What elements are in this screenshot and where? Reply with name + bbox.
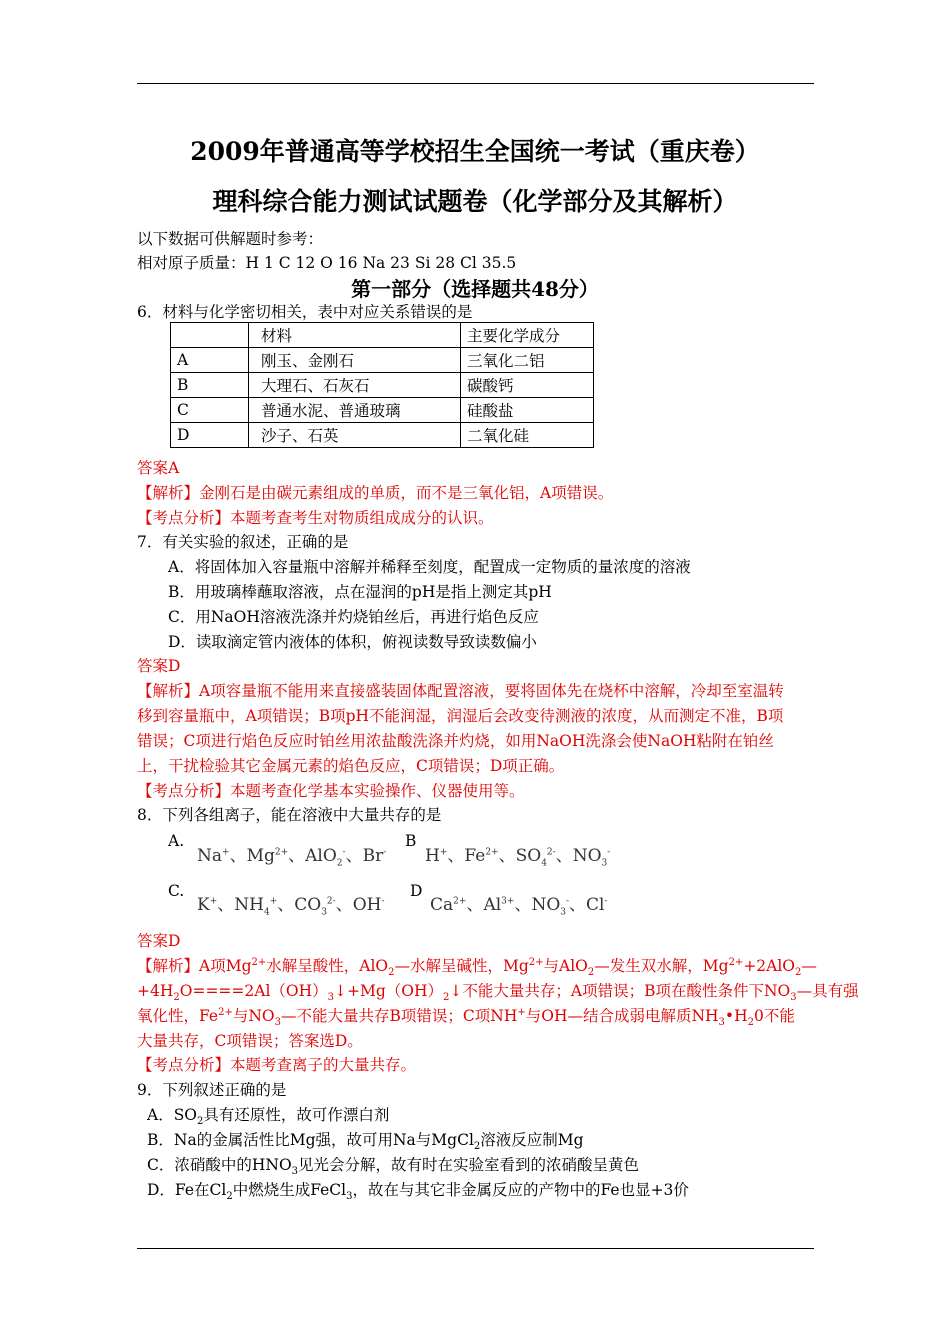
q6-stem: 6．材料与化学密切相关，表中对应关系错误的是 <box>137 303 473 321</box>
q9-option-c: C．浓硝酸中的$HNO_3$见光会分解，故有时在实验室看到的浓硝酸呈黄色 <box>147 1156 640 1178</box>
top-rule <box>137 83 814 84</box>
q7-option-d: D．读取滴定管内液体的体积，俯视读数导致读数偏小 <box>168 633 537 651</box>
q8-label-d: D <box>410 882 423 900</box>
q8-point: 【考点分析】本题考查离子的大量共存。 <box>137 1056 417 1074</box>
table-cell: 碳酸钙 <box>461 373 594 398</box>
table-cell: A <box>171 348 249 373</box>
q8-label-a: A. <box>168 832 185 850</box>
q7-stem: 7．有关实验的叙述，正确的是 <box>137 533 349 551</box>
q8-option-b-ions: H+、$Fe^{2+}$、$SO_4^{2-}$、$NO_3^-$ <box>425 846 611 869</box>
q8-analysis-line3: 氧化性，$Fe^{2+}$与$NO_3—$不能大量共存B项错误；C项NH+与OH—结合成弱电解质$NH_3•H_20$不能 <box>137 1006 795 1029</box>
table-cell: D <box>171 423 249 448</box>
q7-option-b: B．用玻璃棒蘸取溶液，点在湿润的pH是指上测定其pH <box>168 583 552 601</box>
q6-point: 【考点分析】本题考查考生对物质组成成分的认识。 <box>137 509 494 527</box>
table-cell <box>171 323 249 348</box>
q8-stem: 8．下列各组离子，能在溶液中大量共存的是 <box>137 806 442 824</box>
table-cell: 三氧化二铝 <box>461 348 594 373</box>
atomic-mass-list: 相对原子质量：H 1 C 12 O 16 Na 23 Si 28 Cl 35.5 <box>137 254 517 272</box>
reference-note: 以下数据可供解题时参考： <box>137 230 324 248</box>
q8-option-d-ions: $Ca^{2+}$、$Al^{3+}$、$NO_3^-$、Cl- <box>430 895 608 918</box>
table-cell: B <box>171 373 249 398</box>
q7-analysis-line3: 错误；C项进行焰色反应时铂丝用浓盐酸洗涤并灼烧，如用NaOH洗涤会使NaOH粘附在铂丝 <box>137 732 774 750</box>
q7-option-c: C．用NaOH溶液洗涤并灼烧铂丝后，再进行焰色反应 <box>168 608 539 626</box>
q8-analysis-line1: 【解析】A项$Mg^{2+}$水解呈酸性，AlO$_2$—水解呈碱性，$Mg^{2+}$与AlO$_2$—发生双水解，$Mg^{2+}+2AlO_2—$ <box>137 956 817 979</box>
table-cell: 普通水泥、普通玻璃 <box>249 398 461 423</box>
table-cell: C <box>171 398 249 423</box>
q8-option-c-ions: K+、$NH_4^+$、$CO_3^{2-}$、OH- <box>197 895 385 918</box>
q9-option-d: D．Fe在$Cl_2$中燃烧生成FeCl$_3$，故在与其它非金属反应的产物中的Fe也显+3价 <box>147 1181 689 1203</box>
q9-stem: 9．下列叙述正确的是 <box>137 1081 287 1099</box>
q7-analysis-line2: 移到容量瓶中，A项错误；B项pH不能润湿，润湿后会改变待测液的浓度，从而测定不准，B项 <box>137 707 784 725</box>
bottom-rule <box>137 1248 814 1249</box>
exam-subtitle: 理科综合能力测试试题卷（化学部分及其解析） <box>212 187 738 216</box>
exam-title: 2009年普通高等学校招生全国统一考试（重庆卷） <box>190 137 760 166</box>
q7-point: 【考点分析】本题考查化学基本实验操作、仪器使用等。 <box>137 782 525 800</box>
table-cell: 大理石、石灰石 <box>249 373 461 398</box>
q6-analysis: 【解析】金刚石是由碳元素组成的单质，而不是三氧化铝，A项错误。 <box>137 484 614 502</box>
table-row <box>171 348 594 373</box>
q7-answer: 答案D <box>137 657 181 675</box>
q6-table <box>170 322 594 448</box>
q8-option-a-ions: Na+、$Mg^{2+}$、AlO$_2$-、Br- <box>197 846 387 869</box>
q7-analysis-line1: 【解析】A项容量瓶不能用来直接盛装固体配置溶液，要将固体先在烧杯中溶解，冷却至室温转 <box>137 682 784 700</box>
q7-analysis-line4: 上，干扰检验其它金属元素的焰色反应，C项错误；D项正确。 <box>137 757 565 775</box>
table-cell: 硅酸盐 <box>461 398 594 423</box>
table-row <box>171 398 594 423</box>
q8-label-c: C. <box>168 882 185 900</box>
table-cell: 材料 <box>249 323 461 348</box>
q8-analysis-line2: $+4H_2O====2Al(OH)_3↓+Mg(OH)_2↓$不能大量共存；A项错误；B项在酸性条件下$NO_3—$具有强 <box>137 982 859 1004</box>
table-row <box>171 423 594 448</box>
q8-answer: 答案D <box>137 932 181 950</box>
table-cell: 沙子、石英 <box>249 423 461 448</box>
q6-answer: 答案A <box>137 459 180 477</box>
q9-option-b: B．Na的金属活性比Mg强，故可用Na与MgCl$_2$溶液反应制Mg <box>147 1131 584 1153</box>
table-cell: 二氧化硅 <box>461 423 594 448</box>
table-cell: 主要化学成分 <box>461 323 594 348</box>
part-heading: 第一部分（选择题共48分） <box>351 277 599 301</box>
table-cell: 刚玉、金刚石 <box>249 348 461 373</box>
q8-label-b: B <box>405 832 417 850</box>
table-row <box>171 373 594 398</box>
q7-option-a: A．将固体加入容量瓶中溶解并稀释至刻度，配置成一定物质的量浓度的溶液 <box>168 558 691 576</box>
q9-option-a: A．$SO_2$具有还原性，故可作漂白剂 <box>147 1106 390 1128</box>
table-row <box>171 323 594 348</box>
q8-analysis-line4: 大量共存，C项错误；答案选D。 <box>137 1032 363 1050</box>
